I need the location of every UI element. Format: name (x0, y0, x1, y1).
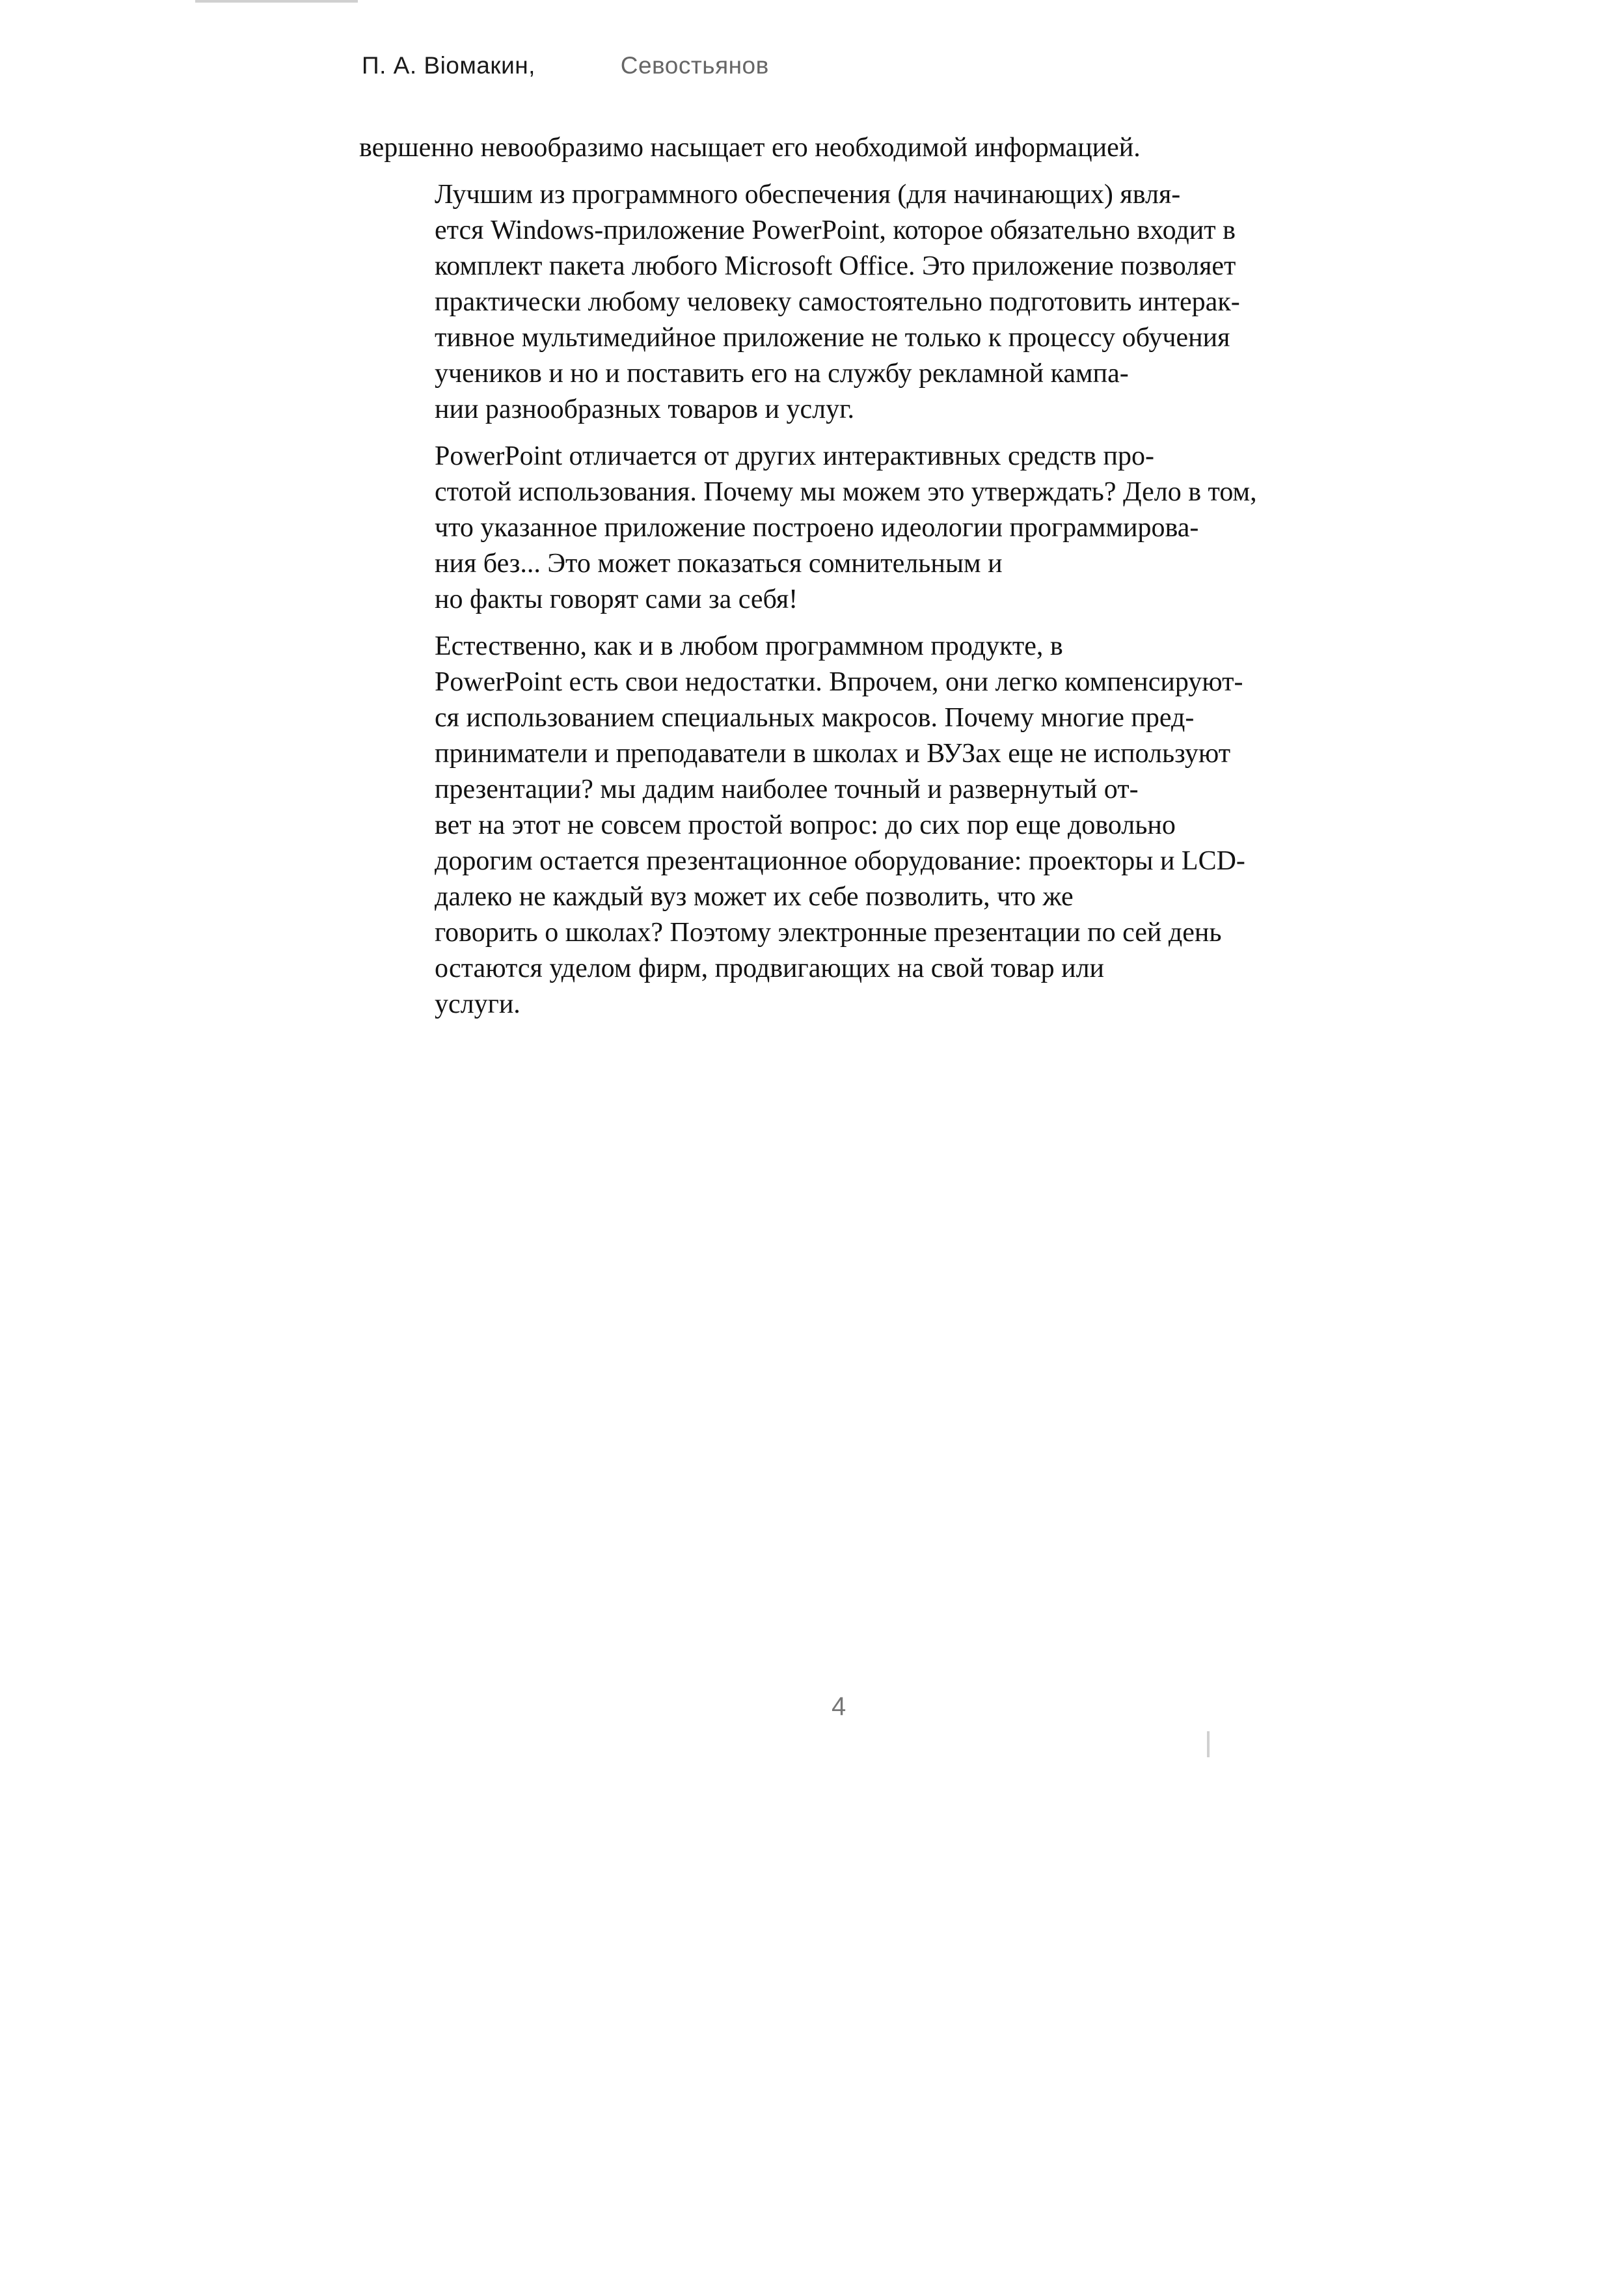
text-line: стотой использования. Почему мы можем это утверждать? Дело в том, (435, 477, 1257, 507)
paragraph-3 (359, 439, 1314, 618)
text-line: ется Windows-приложение PowerPoint, которое обязательно входит в (435, 215, 1236, 245)
text-line: Естественно, как и в любом программном продукте, в (435, 631, 1063, 661)
text-line: дорогим остается презентационное оборудование: проекторы и LCD- (435, 846, 1245, 876)
header-author: П. А. Віомакин, (362, 52, 535, 79)
paragraph-4 (359, 629, 1314, 1022)
text-line: что указанное приложение построено идеологии программирова- (435, 513, 1199, 543)
text-line: комплект пакета любого Microsoft Office. Это приложение позволяет (435, 251, 1236, 281)
text-line: услуги. (435, 989, 521, 1019)
text-line: учеников и но и поставить его на службу рекламной кампа- (435, 359, 1129, 389)
running-header (362, 52, 769, 79)
scan-artifact-top (195, 0, 358, 3)
text-line: тивное мультимедийное приложение не только к процессу обучения (435, 323, 1230, 353)
page-number: 4 (832, 1692, 846, 1721)
text-line: ся использованием специальных макросов. Почему многие пред- (435, 703, 1195, 733)
text-line: PowerPoint отличается от других интерактивных средств про- (435, 441, 1154, 471)
text-line: вершенно невообразимо насыщает его необходимой информацией. (359, 133, 1141, 163)
paragraph-2 (359, 177, 1314, 428)
text-line: практически любому человеку самостоятельно подготовить интерак- (435, 287, 1240, 317)
scan-artifact-right (1207, 1731, 1210, 1757)
header-coauthor: Севостьянов (620, 52, 769, 79)
text-line: но факты говорят сами за себя! (435, 584, 798, 614)
text-line: ния без... Это может показаться сомнительным и (435, 549, 1003, 579)
text-line: остаются уделом фирм, продвигающих на свой товар или (435, 953, 1104, 983)
paragraph-1 (359, 130, 1314, 166)
text-line: говорить о школах? Поэтому электронные презентации по сей день (435, 918, 1222, 948)
text-line: Лучшим из программного обеспечения (для начинающих) явля- (435, 180, 1181, 210)
text-line: презентации? мы дадим наиболее точный и развернутый от- (435, 774, 1139, 804)
text-line: далеко не каждый вуз может их себе позволить, что же (435, 882, 1074, 912)
text-line: нии разнообразных товаров и услуг. (435, 394, 855, 424)
text-line: PowerPoint есть свои недостатки. Впрочем, они легко компенсируют- (435, 667, 1243, 697)
text-line: вет на этот не совсем простой вопрос: до сих пор еще довольно (435, 810, 1176, 840)
text-line: приниматели и преподаватели в школах и ВУЗах еще не используют (435, 739, 1231, 769)
main-text (359, 130, 1314, 1034)
